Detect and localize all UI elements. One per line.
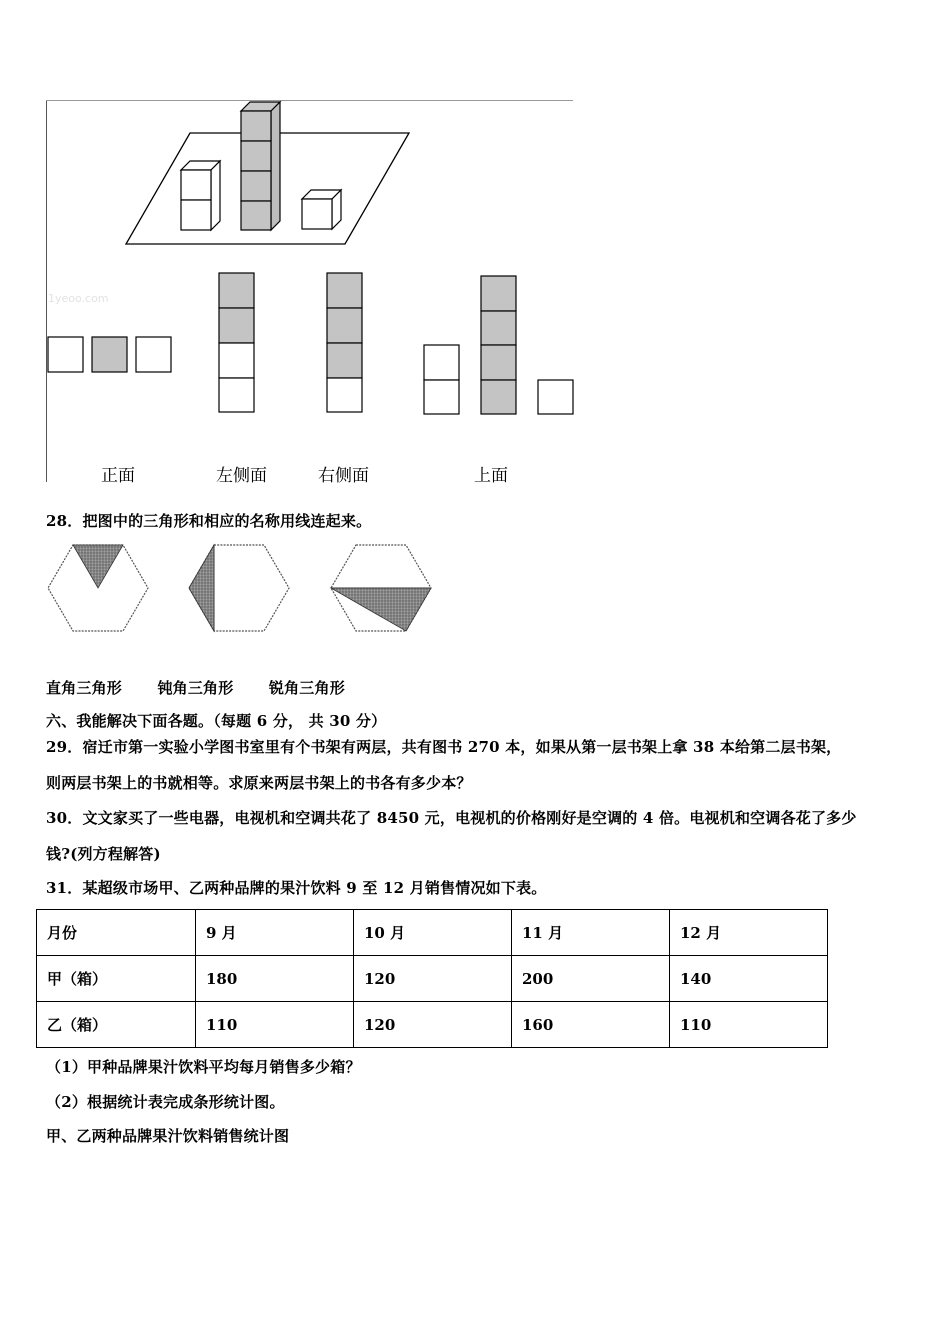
label-right-view: 右侧面 <box>318 466 369 486</box>
section-6-heading: 六、我能解决下面各题。（每题 6 分， 共 30 分） <box>46 712 387 730</box>
view-top <box>424 276 573 414</box>
table-row <box>37 910 828 956</box>
table-header-cell: 11 月 <box>512 910 670 956</box>
sales-table <box>36 909 828 1048</box>
triangle-obtuse <box>189 545 214 631</box>
table-cell: 180 <box>196 956 354 1002</box>
name-right-triangle: 直角三角形 <box>46 679 123 697</box>
question-31-sub2: （2）根据统计表完成条形统计图。 <box>46 1093 285 1111</box>
cube-single-right <box>302 190 341 229</box>
triangle-names <box>46 677 375 698</box>
hexagon-3 <box>331 545 431 631</box>
label-top-view: 上面 <box>474 466 508 486</box>
name-acute-triangle: 锐角三角形 <box>268 679 345 697</box>
cube-stack-left <box>181 161 220 230</box>
cube-views-figure <box>0 0 950 640</box>
name-obtuse-triangle: 钝角三角形 <box>157 679 234 697</box>
hexagon-2 <box>189 545 289 631</box>
table-header-cell: 12 月 <box>670 910 828 956</box>
chart-title: 甲、乙两种品牌果汁饮料销售统计图 <box>46 1127 290 1145</box>
view-right-side <box>327 273 362 412</box>
table-cell: 160 <box>512 1002 670 1048</box>
cube-stack-middle <box>241 102 280 230</box>
question-29-line1: 29．宿迁市第一实验小学图书室里有个书架有两层，共有图书 270 本，如果从第一层书架上拿 38 本给第二层书架， <box>46 738 842 756</box>
table-cell: 甲（箱） <box>37 956 196 1002</box>
table-row <box>37 1002 828 1048</box>
table-cell: 110 <box>196 1002 354 1048</box>
label-front-view: 正面 <box>101 466 135 486</box>
label-left-view: 左侧面 <box>216 466 267 486</box>
table-header-cell: 月份 <box>37 910 196 956</box>
table-row <box>37 956 828 1002</box>
table-cell: 140 <box>670 956 828 1002</box>
question-31-intro: 31．某超级市场甲、乙两种品牌的果汁饮料 9 至 12 月销售情况如下表。 <box>46 879 547 897</box>
table-cell: 120 <box>354 1002 512 1048</box>
question-30-line2: 钱?(列方程解答) <box>46 845 161 863</box>
question-29-line2: 则两层书架上的书就相等。求原来两层书架上的书各有多少本？ <box>46 774 472 792</box>
watermark-text: 1yeoo.com <box>48 292 109 305</box>
question-30-line1: 30．文文家买了一些电器，电视机和空调共花了 8450 元，电视机的价格刚好是空调的 4 倍。电视机和空调各花了多少 <box>46 809 857 827</box>
question-28-text: 28．把图中的三角形和相应的名称用线连起来。 <box>46 512 372 530</box>
table-header-cell: 10 月 <box>354 910 512 956</box>
table-cell: 200 <box>512 956 670 1002</box>
table-cell: 120 <box>354 956 512 1002</box>
view-left-side <box>219 273 254 412</box>
table-header-cell: 9 月 <box>196 910 354 956</box>
question-31-sub1: （1）甲种品牌果汁饮料平均每月销售多少箱？ <box>46 1058 361 1076</box>
view-front <box>48 337 171 372</box>
hexagon-1 <box>48 545 148 631</box>
table-cell: 乙（箱） <box>37 1002 196 1048</box>
table-cell: 110 <box>670 1002 828 1048</box>
